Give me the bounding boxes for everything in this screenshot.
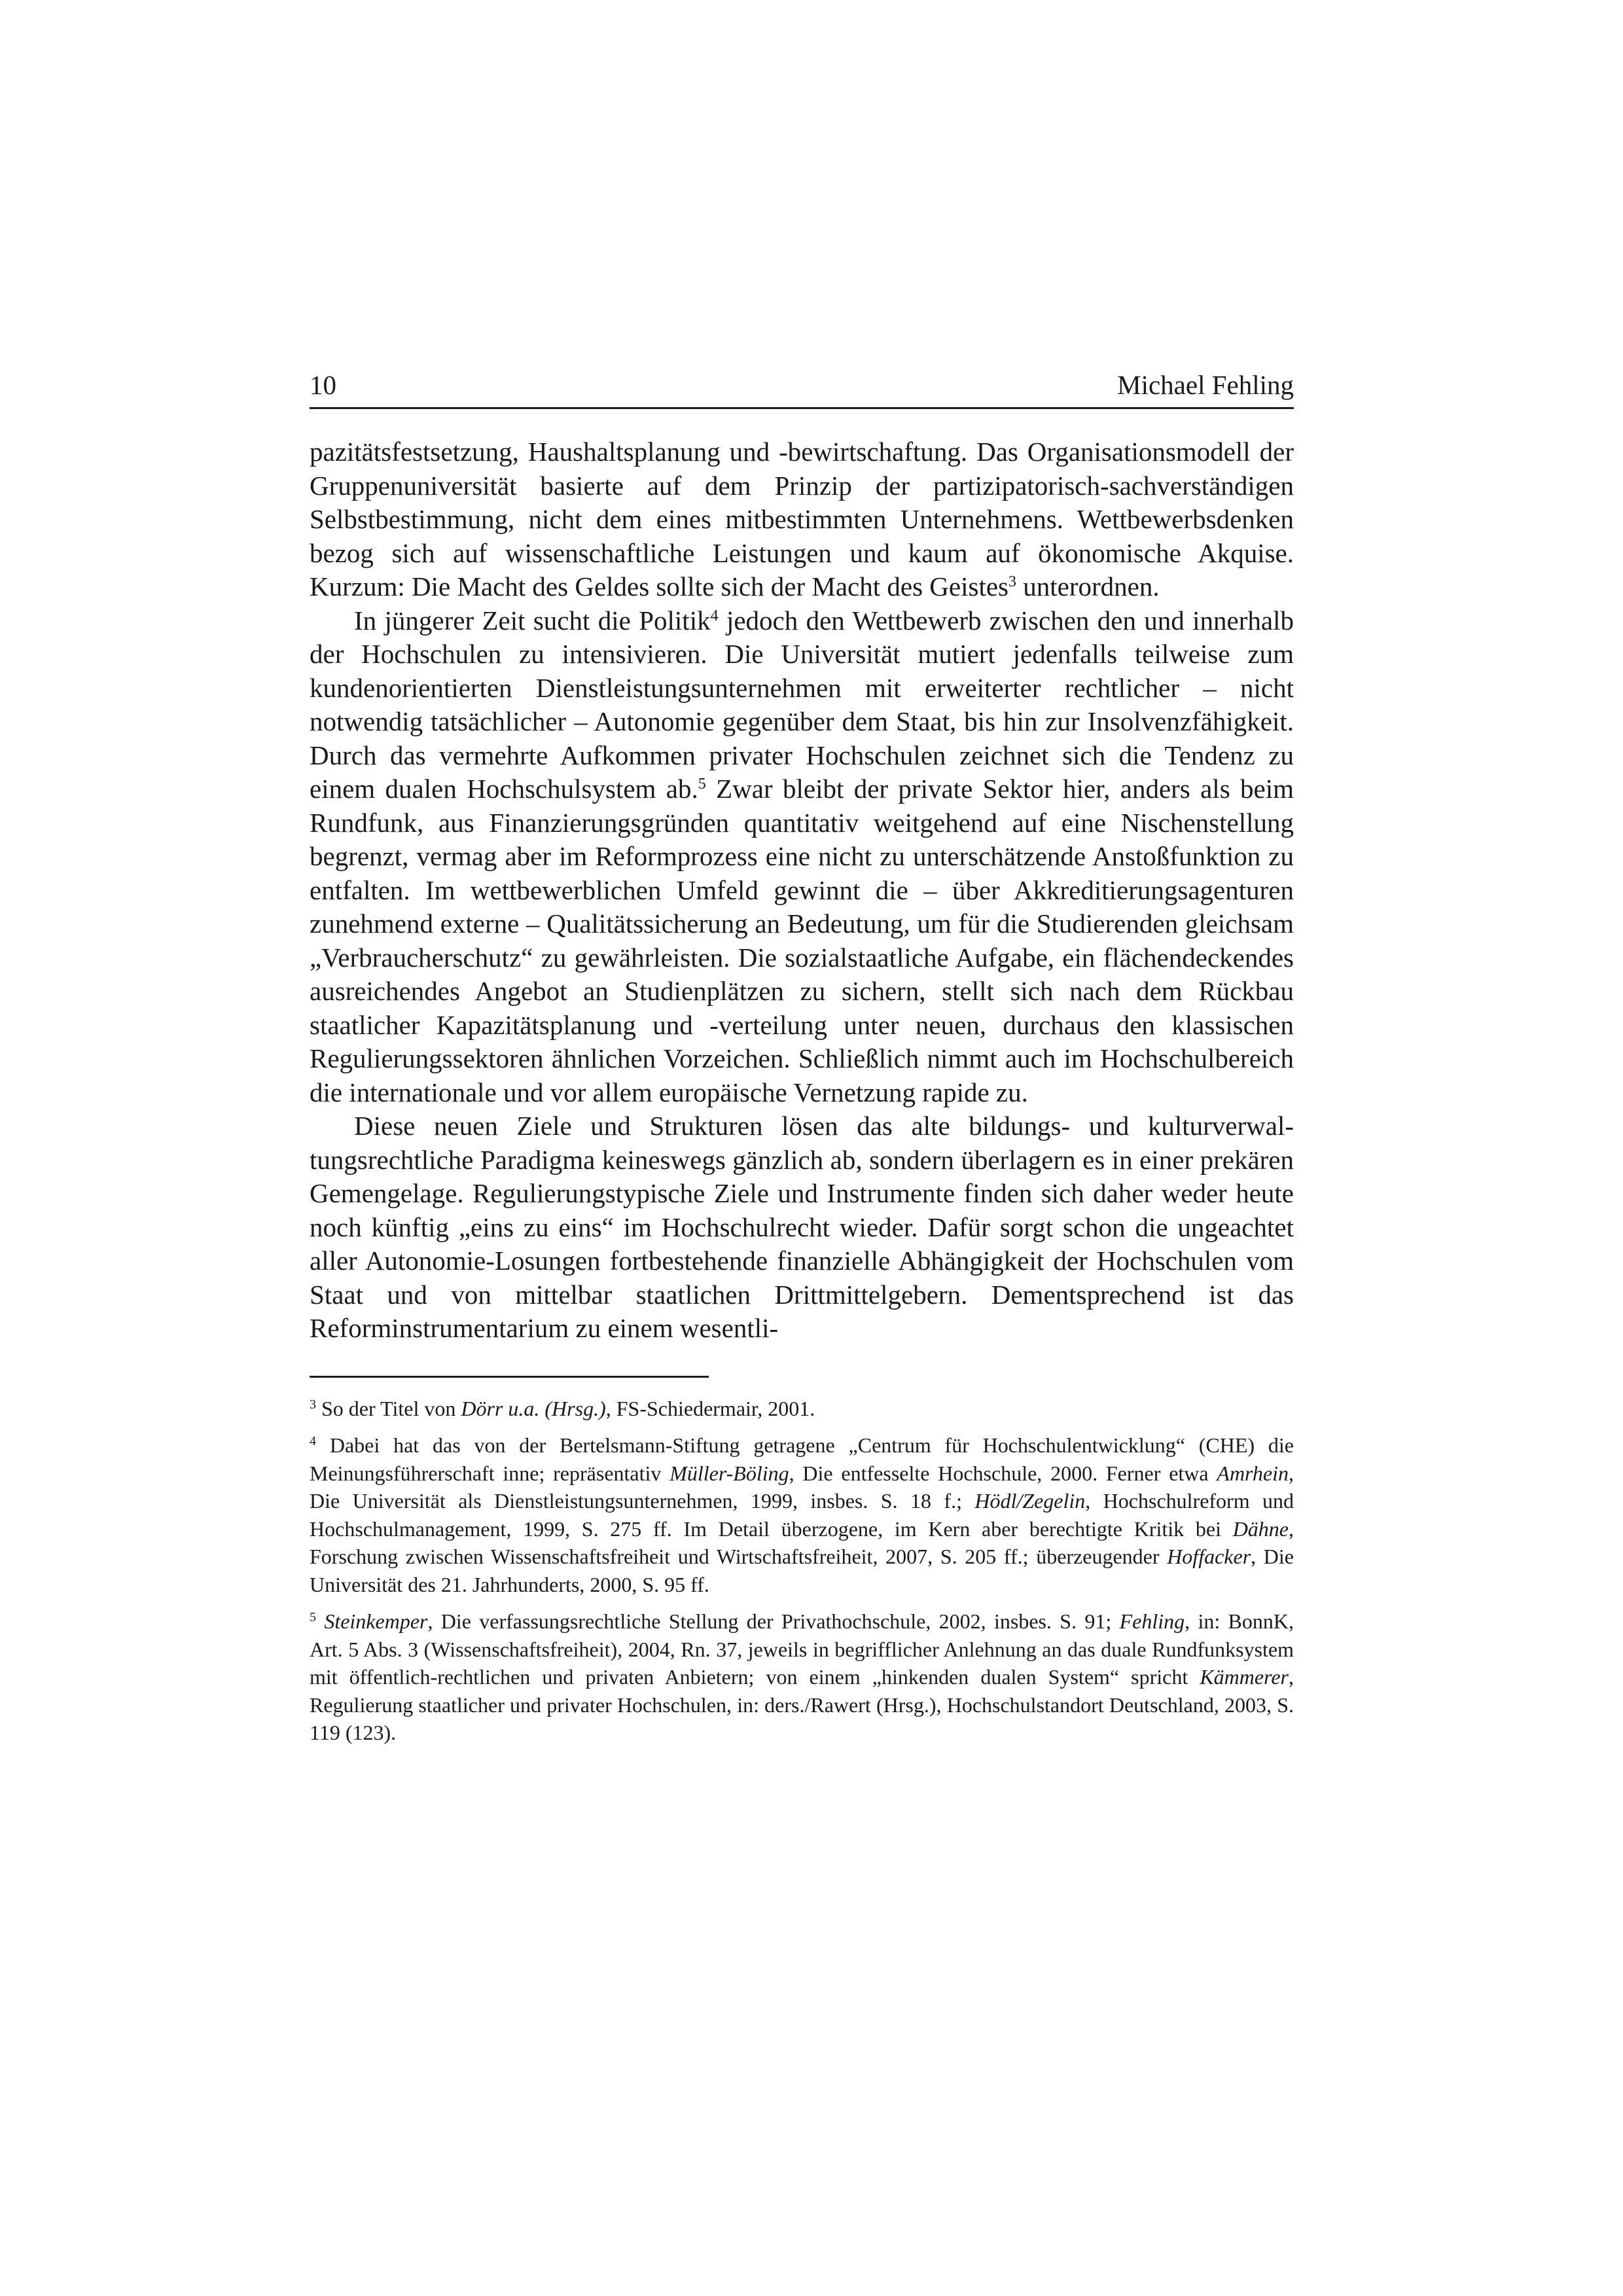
footnote-author: Fehling <box>1119 1609 1185 1633</box>
paragraph-2-text-a: In jüngerer Zeit sucht die Politik <box>354 605 711 636</box>
footnote-5 <box>310 1607 1294 1747</box>
paragraph-3 <box>310 1109 1294 1346</box>
footnote-author: Hödl/Zegelin <box>974 1489 1086 1513</box>
footnote-text: , Regulierung staatlicher und privater Hochschulen, in: ders./Rawert (Hrsg.), Hochschulstandort Deutschland, 2003, S. 119 (123). <box>310 1665 1294 1744</box>
footnote-author: Amrhein <box>1217 1461 1289 1485</box>
footnote-text: , FS-Schiedermair, 2001. <box>605 1396 815 1420</box>
paragraph-2-text-b: jedoch den Wettbewerb zwischen den und innerhalb der Hochschulen zu intensivieren. Die Universität mutiert jedenfalls teilweise zum kundenorientierten Dienstleistungsunternehmen mit erweiterter rechtlicher – nicht notwendig tatsächlicher – Autonomie gegenüber dem Staat, bis hin zur Insolvenzfähigkeit. Durch das vermehrte Aufkommen privater Hochschulen zeichnet sich die Tendenz zu einem dualen Hochschulsystem ab. <box>310 605 1294 804</box>
running-head-author: Michael Fehling <box>1117 370 1294 400</box>
footnote-author: Steinkemper <box>324 1609 428 1633</box>
footnote-author: Müller-Böling <box>669 1461 789 1485</box>
paragraph-1-text: pazitätsfestsetzung, Haushaltsplanung und -bewirtschaftung. Das Organisationsmodell der Gruppenuniversität basierte auf dem Prinzip der partizipatorisch-sachverständigen Selbstbestimmung, nicht dem eines mitbestimmten Unternehmens. Wettbewerbsdenken bezog sich auf wissenschaftliche Leistungen und kaum auf ökonomische Akquise. Kurzum: Die Macht des Geldes sollte sich der Macht des Geistes <box>310 437 1294 601</box>
footnote-text: So der Titel von <box>316 1396 461 1420</box>
footnote-text: , Die Universität des 21. Jahrhunderts, 2000, S. 95 ff. <box>310 1545 1294 1596</box>
footnote-author: Dörr u.a. (Hrsg.) <box>461 1396 606 1420</box>
footnotes <box>310 1395 1294 1747</box>
footnote-text: Dabei hat das von der Bertelsmann-Stiftung getragene „Centrum für Hochschulentwicklung“ (CHE) die Meinungsführerschaft inne; repräsentativ <box>310 1433 1294 1485</box>
footnote-text: , Die Universität als Dienstleistungsunternehmen, 1999, insbes. S. 18 f.; <box>310 1461 1294 1513</box>
paragraph-1-end: unterordnen. <box>1016 571 1160 601</box>
paragraph-2-text-c: Zwar bleibt der private Sektor hier, anders als beim Rundfunk, aus Finanzierungsgründen quantitativ weitgehend auf eine Nischenstellung begrenzt, vermag aber im Reformprozess eine nicht zu unterschätzende Anstoßfunktion zu entfalten. Im wettbewerblichen Umfeld gewinnt die – über Akkreditierungsagenturen zunehmend externe – Qualitätssicherung an Bedeutung, um für die Studierenden gleichsam „Verbraucherschutz“ zu gewährleisten. Die sozialstaatliche Aufgabe, ein flächendeckendes ausreichendes Angebot an Studienplätzen zu sichern, stellt sich nach dem Rückbau staatlicher Kapazitätsplanung und -verteilung unter neuen, durchaus den klassischen Regulierungssektoren ähnlichen Vorzeichen. Schließlich nimmt auch im Hochschulbereich die internationale und vor allem europäische Vernetzung rapide zu. <box>310 774 1294 1107</box>
footnote-author: Hoffacker <box>1167 1545 1251 1568</box>
footnote-author: Dähne <box>1232 1516 1289 1541</box>
footnote-text: , in: BonnK, Art. 5 Abs. 3 (Wissenschaftsfreiheit), 2004, Rn. 37, jeweils in begrifflicher Anlehnung an das duale Rundfunksystem mit öffentlich-rechtlichen und privaten Anbietern; von einem „hinkenden dualen System“ spricht <box>310 1609 1294 1689</box>
paragraph-2 <box>310 604 1294 1110</box>
running-header <box>310 367 1294 409</box>
footnote-text: , Die verfassungsrechtliche Stellung der Privathochschule, 2002, insbes. S. 91; <box>427 1609 1120 1633</box>
footnote-text: , Die entfesselte Hochschule, 2000. Ferner etwa <box>789 1461 1217 1485</box>
paragraph-3-text: Diese neuen Ziele und Strukturen lösen das alte bildungs- und kulturverwaltungsrechtliche Paradigma keineswegs gänzlich ab, sondern überlagern es in einer prekären Gemengelage. Regulierungstypische Ziele und Instrumente finden sich daher weder heute noch künftig „eins zu eins“ im Hochschulrecht wieder. Dafür sorgt schon die ungeachtet aller Autonomie-Losungen fortbestehende finanzielle Abhängigkeit der Hochschulen vom Staat und von mittelbar staatlichen Drittmittelgebern. Dementsprechend ist das Reforminstrumentarium zu einem wesentli- <box>310 1111 1294 1343</box>
footnote-4 <box>310 1431 1294 1598</box>
footnote-separator <box>310 1376 709 1378</box>
footnote-text <box>316 1609 324 1633</box>
footnote-ref-3: 3 <box>1008 573 1017 590</box>
footnote-number: 5 <box>310 1610 316 1624</box>
footnote-number: 3 <box>310 1397 316 1412</box>
page-number: 10 <box>310 370 336 400</box>
footnote-3 <box>310 1395 1294 1423</box>
main-text <box>310 435 1294 1346</box>
footnote-text: , Forschung zwischen Wissenschaftsfreiheit und Wirtschaftsfreiheit, 2007, S. 205 ff.; überzeugender <box>310 1516 1294 1568</box>
footnote-ref-5: 5 <box>698 776 706 793</box>
book-page <box>310 367 1294 1756</box>
footnote-ref-4: 4 <box>710 607 719 624</box>
footnote-text: , Hochschulreform und Hochschulmanagement, 1999, S. 275 ff. Im Detail überzogene, im Kern aber berechtigte Kritik bei <box>310 1489 1294 1541</box>
paragraph-1 <box>310 435 1294 604</box>
footnote-number: 4 <box>310 1434 316 1448</box>
footnote-author: Kämmerer <box>1200 1665 1289 1689</box>
